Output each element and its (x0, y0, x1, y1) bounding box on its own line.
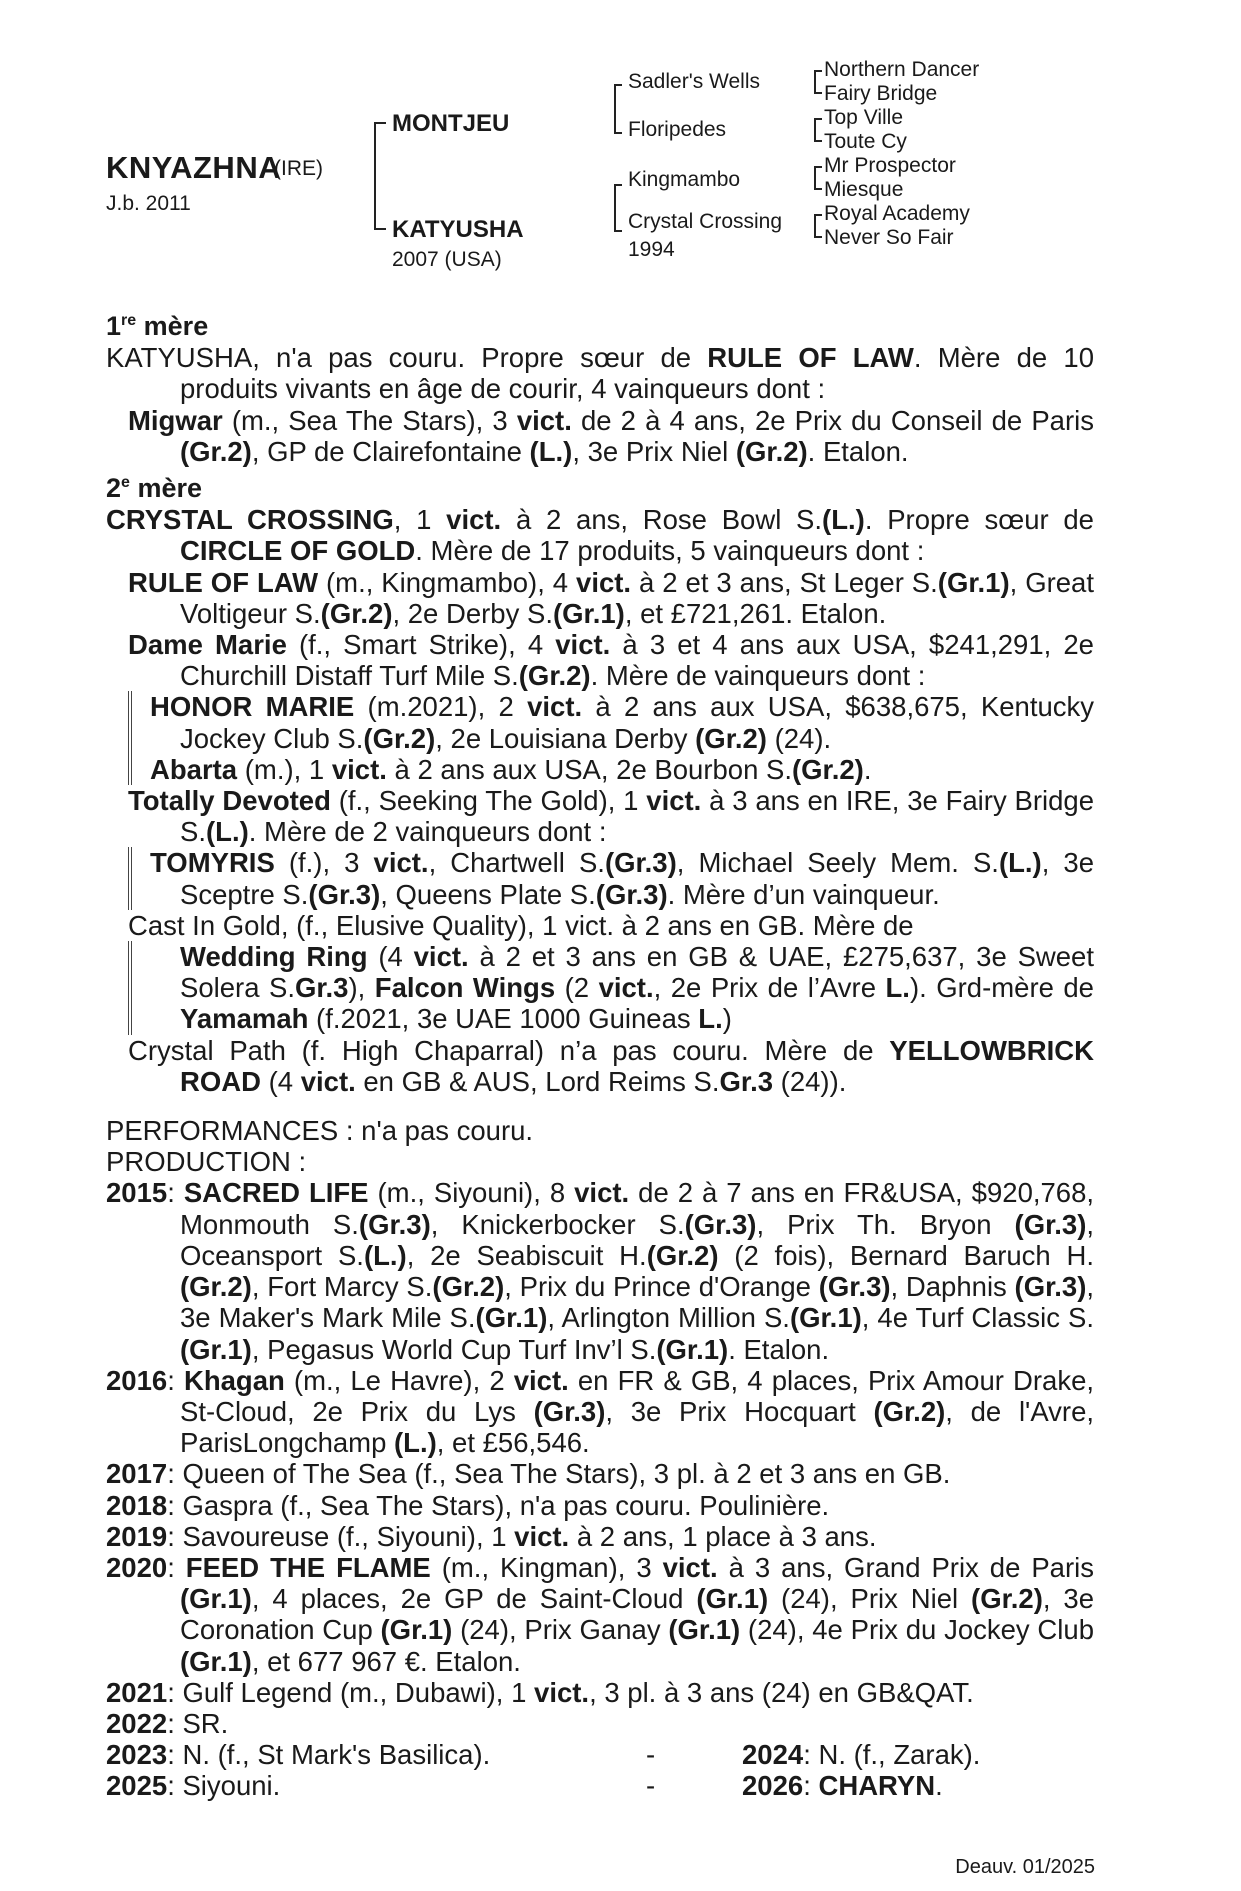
dam-sire: Kingmambo (628, 168, 741, 191)
bracket-line (374, 228, 386, 230)
separator-dash: - (646, 1739, 656, 1771)
horse-name: KNYAZHNA (106, 150, 282, 185)
production-2020: 2020: FEED THE FLAME (m., Kingman), 3 vict. à 3 ans, Grand Prix de Paris (Gr.1), 4 places, 2e GP de Saint-Cloud (Gr.1) (24), Prix Niel (Gr.2), 3e Coronation Cup (Gr.1) (24), Prix Ganay (Gr.1) (24), 4e Prix du Jockey Club (Gr.1), et 677 967 €. Etalon. (106, 1551, 1095, 1677)
gen3-ancestor: Toute Cy (824, 130, 907, 153)
gen3-ancestor: Fairy Bridge (824, 82, 938, 105)
produce-crystal-path: Crystal Path (f. High Chaparral) n’a pas couru. Mère de YELLOWBRICK ROAD (4 vict. en GB & AUS, Lord Reims S.Gr.3 (24)). (128, 1034, 1094, 1097)
bracket-line (374, 122, 386, 124)
sire-sire: Sadler's Wells (628, 70, 760, 93)
gen3-ancestor: Mr Prospector (824, 154, 956, 177)
production-2023: 2023: N. (f., St Mark's Basilica). (106, 1739, 491, 1771)
bracket-line (814, 118, 822, 120)
gen3-ancestor: Miesque (824, 178, 904, 201)
bracket-line (614, 184, 616, 232)
produce-dame-marie: Dame Marie (f., Smart Strike), 4 vict. à 3 et 4 ans aux USA, $241,291, 2e Churchill Distaff Turf Mile S.(Gr.2). Mère de vainqueurs dont : (128, 629, 1094, 692)
dame-marie-produce-group (128, 691, 1094, 785)
bracket-line (814, 118, 816, 142)
bracket-line (374, 122, 376, 230)
production-2019: 2019: Savoureuse (f., Siyouni), 1 vict. à 2 ans, 1 place à 3 ans. (106, 1520, 877, 1552)
bracket-line (614, 132, 622, 134)
production-2025: 2025: Siyouni. (106, 1770, 281, 1802)
sire-name: MONTJEU (392, 110, 510, 137)
bracket-line (814, 236, 822, 238)
production-2018: 2018: Gaspra (f., Sea The Stars), n'a pas couru. Poulinière. (106, 1489, 830, 1521)
bracket-line (814, 70, 822, 72)
production-heading: PRODUCTION : (106, 1146, 307, 1178)
bracket-line (614, 84, 616, 134)
horse-details: J.b. 2011 (106, 192, 191, 215)
production-2015: 2015: SACRED LIFE (m., Siyouni), 8 vict. de 2 à 7 ans en FR&USA, $920,768, Monmouth S.(Gr.3), Knickerbocker S.(Gr.3), Prix Th. Bryon (Gr.3), Oceansport S.(L.), 2e Seabiscuit H.(Gr.2) (2 fois), Bernard Baruch H.(Gr.2), Fort Marcy S.(Gr.2), Prix du Prince d'Orange (Gr.3), Daphnis (Gr.3), 3e Maker's Mark Mile S.(Gr.1), Arlington Million S.(Gr.1), 4e Turf Classic S.(Gr.1), Pegasus World Cup Turf Inv’l S.(Gr.1). Etalon. (106, 1177, 1095, 1365)
bracket-line (814, 166, 816, 190)
gen3-ancestor: Royal Academy (824, 202, 970, 225)
gen3-ancestor: Northern Dancer (824, 58, 980, 81)
sire-dam: Floripedes (628, 118, 727, 141)
production-2022: 2022: SR. (106, 1707, 229, 1739)
production-2025-2026 (106, 1770, 1094, 1801)
production-2017: 2017: Queen of The Sea (f., Sea The Stars), 3 pl. à 2 et 3 ans en GB. (106, 1458, 951, 1490)
produce-cast-in-gold: Cast In Gold, (f., Elusive Quality), 1 vict. à 2 ans en GB. Mère de (128, 909, 914, 941)
produce-migwar: Migwar (m., Sea The Stars), 3 vict. de 2 à 4 ans, 2e Prix du Conseil de Paris (Gr.2), GP de Clairefontaine (L.), 3e Prix Niel (Gr.2). Etalon. (128, 404, 1094, 467)
pedigree-chart (106, 58, 1106, 310)
bracket-line (814, 140, 822, 142)
bracket-line (814, 214, 822, 216)
dam-name: KATYUSHA (392, 216, 524, 243)
spacer (106, 1097, 1094, 1115)
produce-totally-devoted: Totally Devoted (f., Seeking The Gold), 1 vict. à 3 ans en IRE, 3e Fairy Bridge S.(L.). Mère de 2 vainqueurs dont : (128, 785, 1095, 848)
gen3-ancestor: Never So Fair (824, 226, 954, 249)
produce-tomyris: TOMYRIS (f.), 3 vict., Chartwell S.(Gr.3), Michael Seely Mem. S.(L.), 3e Sceptre S.(Gr.3), Queens Plate S.(Gr.3). Mère d’un vainqueur. (150, 847, 1095, 910)
performances-line: PERFORMANCES : n'a pas couru. (106, 1115, 534, 1147)
cast-in-gold-produce-group (128, 941, 1094, 1035)
produce-abarta: Abarta (m.), 1 vict. à 2 ans aux USA, 2e Bourbon S.(Gr.2). (150, 753, 872, 785)
bracket-line (814, 70, 816, 94)
bracket-line (614, 230, 622, 232)
production-2026: 2026: CHARYN. (742, 1770, 943, 1802)
horse-origin: (IRE) (274, 157, 323, 180)
bracket-line (814, 188, 822, 190)
bracket-line (814, 214, 816, 238)
dam-dam-year: 1994 (628, 238, 675, 261)
footer-sale-reference: Deauv. 01/2025 (955, 1856, 1095, 1878)
second-dam-heading: 2e mère (106, 473, 202, 504)
bracket-line (814, 92, 822, 94)
production-2024: 2024: N. (f., Zarak). (742, 1739, 981, 1771)
produce-wedding-ring: Wedding Ring (4 vict. à 2 et 3 ans en GB & UAE, £275,637, 3e Sweet Solera S.Gr.3), Falcon Wings (2 vict., 2e Prix de l’Avre L.). Grd-mère de Yamamah (f.2021, 3e UAE 1000 Guineas L.) (180, 941, 1094, 1035)
first-dam-heading: 1re mère (106, 311, 209, 341)
totally-devoted-produce-group (128, 847, 1094, 909)
production-2016: 2016: Khagan (m., Le Havre), 2 vict. en FR & GB, 4 places, Prix Amour Drake, St-Cloud, 2e Prix du Lys (Gr.3), 3e Prix Hocquart (Gr.2), de l'Avre, ParisLongchamp (L.), et £56,546. (106, 1364, 1095, 1459)
bracket-line (814, 166, 822, 168)
dam-dam: Crystal Crossing (628, 210, 783, 233)
separator-dash: - (646, 1770, 656, 1802)
production-2023-2024 (106, 1739, 1094, 1770)
dam-details: 2007 (USA) (392, 248, 502, 271)
produce-rule-of-law: RULE OF LAW (m., Kingmambo), 4 vict. à 2 et 3 ans, St Leger S.(Gr.1), Great Voltigeur S.(Gr.2), 2e Derby S.(Gr.1), et £721,261. Etalon. (128, 566, 1094, 629)
bracket-line (614, 184, 622, 186)
produce-honor-marie: HONOR MARIE (m.2021), 2 vict. à 2 ans aux USA, $638,675, Kentucky Jockey Club S.(Gr.2), 2e Louisiana Derby (Gr.2) (24). (150, 691, 1094, 754)
catalogue-body (106, 305, 1094, 1802)
second-dam-intro: CRYSTAL CROSSING, 1 vict. à 2 ans, Rose Bowl S.(L.). Propre sœur de CIRCLE OF GOLD. Mère de 17 produits, 5 vainqueurs dont : (106, 504, 1094, 567)
production-2021: 2021: Gulf Legend (m., Dubawi), 1 vict., 3 pl. à 3 ans (24) en GB&QAT. (106, 1676, 974, 1708)
first-dam-intro: KATYUSHA, n'a pas couru. Propre sœur de RULE OF LAW. Mère de 10 produits vivants en âge de courir, 4 vainqueurs dont : (106, 342, 1094, 405)
bracket-line (614, 84, 622, 86)
gen3-ancestor: Top Ville (824, 106, 903, 129)
